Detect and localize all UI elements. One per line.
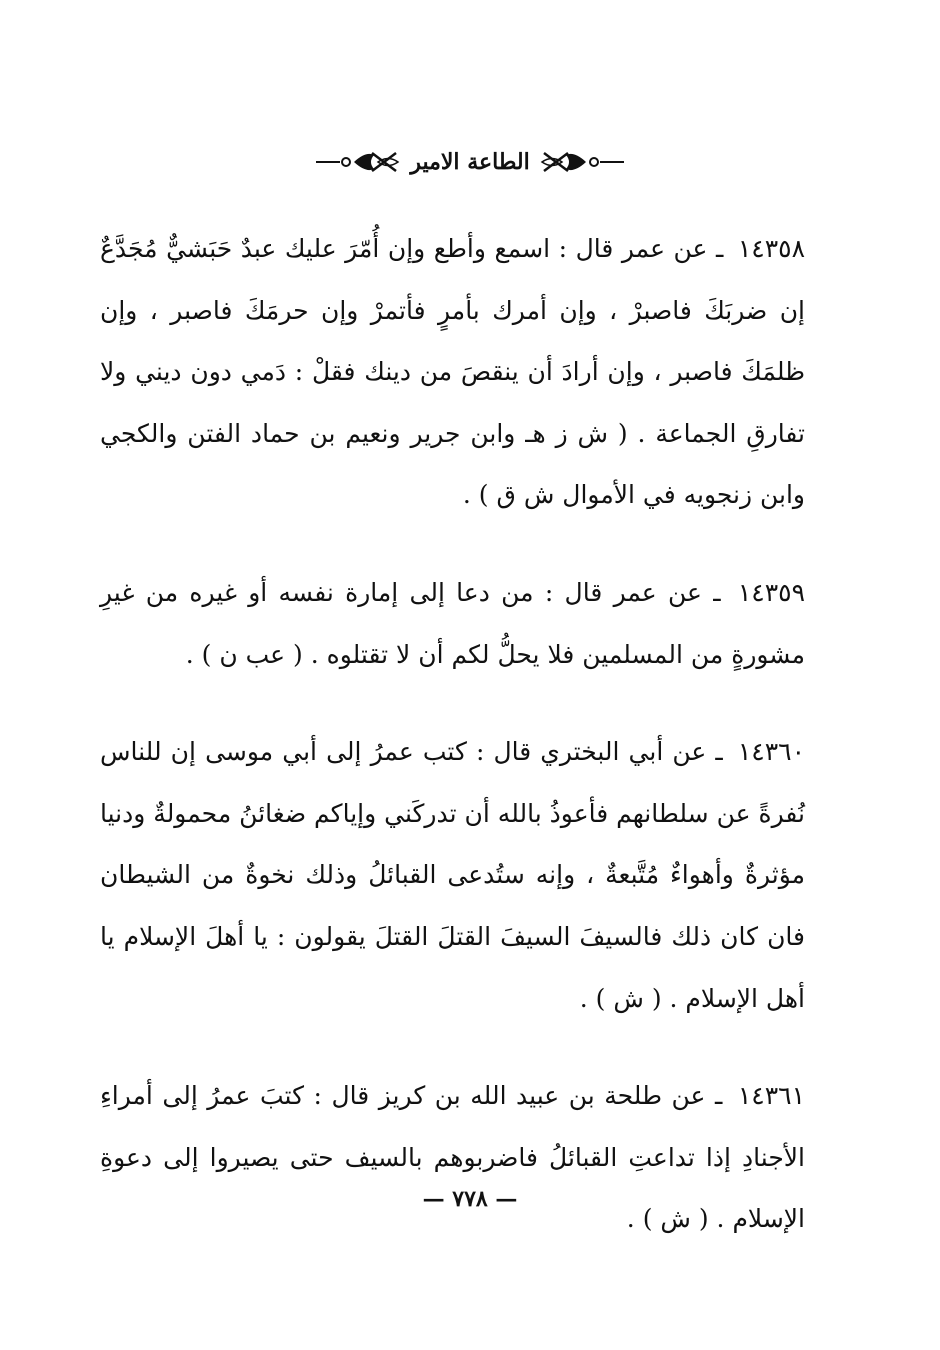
hadith-number: ١٤٣٥٨: [737, 234, 805, 263]
hadith-paragraph: [100, 562, 805, 685]
hadith-paragraph: [100, 218, 805, 526]
hadith-text: ـ عن أبي البختري قال : كتب عمرُ إلى أبي موسى إن للناس نُفرةً عن سلطانهم فأعوذُ بالله أن تدركَني وإياكم ضغائنُ محمولةٌ ودنيا مؤثرةٌ وأهواءٌ مُتَّبعةٌ ، وإنه ستُدعى القبائلُ وذلك نخوةٌ من الشيطان فان كان ذلك فالسيفَ السيفَ القتلَ القتلَ يقولون : يا أهلَ الإسلام يا أهل الإسلام . ( ش ) .: [100, 737, 805, 1013]
ornament-right-icon: [540, 149, 626, 175]
ornament-left-icon: [314, 149, 400, 175]
hadith-number: ١٤٣٥٩: [737, 577, 806, 607]
page-number: — ٧٧٨ —: [422, 1186, 518, 1212]
hadith-paragraph: [100, 721, 805, 1029]
hadith-paragraph: [100, 1065, 805, 1250]
hadith-text: ـ عن عمر قال : من دعا إلى إمارة نفسه أو غيره من غيرِ مشورةٍ من المسلمين فلا يحلُّ لكم أن لا تقتلوه . ( عب ن ) .: [100, 577, 805, 669]
main-text: [100, 218, 805, 1286]
hadith-text: ـ عن عمر قال : اسمع وأطع وإن أُمّرَ عليك عبدٌ حَبَشيٌّ مُجَدَّعٌ إن ضربَكَ فاصبرْ ، وإن أمرك بأمرٍ فأتمرْ وإن حرمَكَ فاصبر ، وإن ظلمَكَ فاصبر ، وإن أرادَ أن ينقصَ من دينك فقلْ : دَمي دون ديني ولا تفارقِ الجماعة . ( ش ز هـ وابن جرير ونعيم بن حماد الفتن والكجي وابن زنجويه في الأموال ش ق ) .: [100, 234, 805, 510]
page-title: الطاعة الامير: [410, 149, 530, 175]
hadith-number: ١٤٣٦٠: [737, 737, 806, 767]
page-header: [0, 140, 940, 184]
hadith-number: ١٤٣٦١: [737, 1081, 805, 1111]
hadith-text: ـ عن طلحة بن عبيد الله بن كريز قال : كتبَ عمرُ إلى أمراءِ الأجنادِ إذا تداعتِ القبائلُ فاضربوهم بالسيف حتى يصيروا إلى دعوةِ الإسلام . ( ش ) .: [100, 1081, 805, 1234]
